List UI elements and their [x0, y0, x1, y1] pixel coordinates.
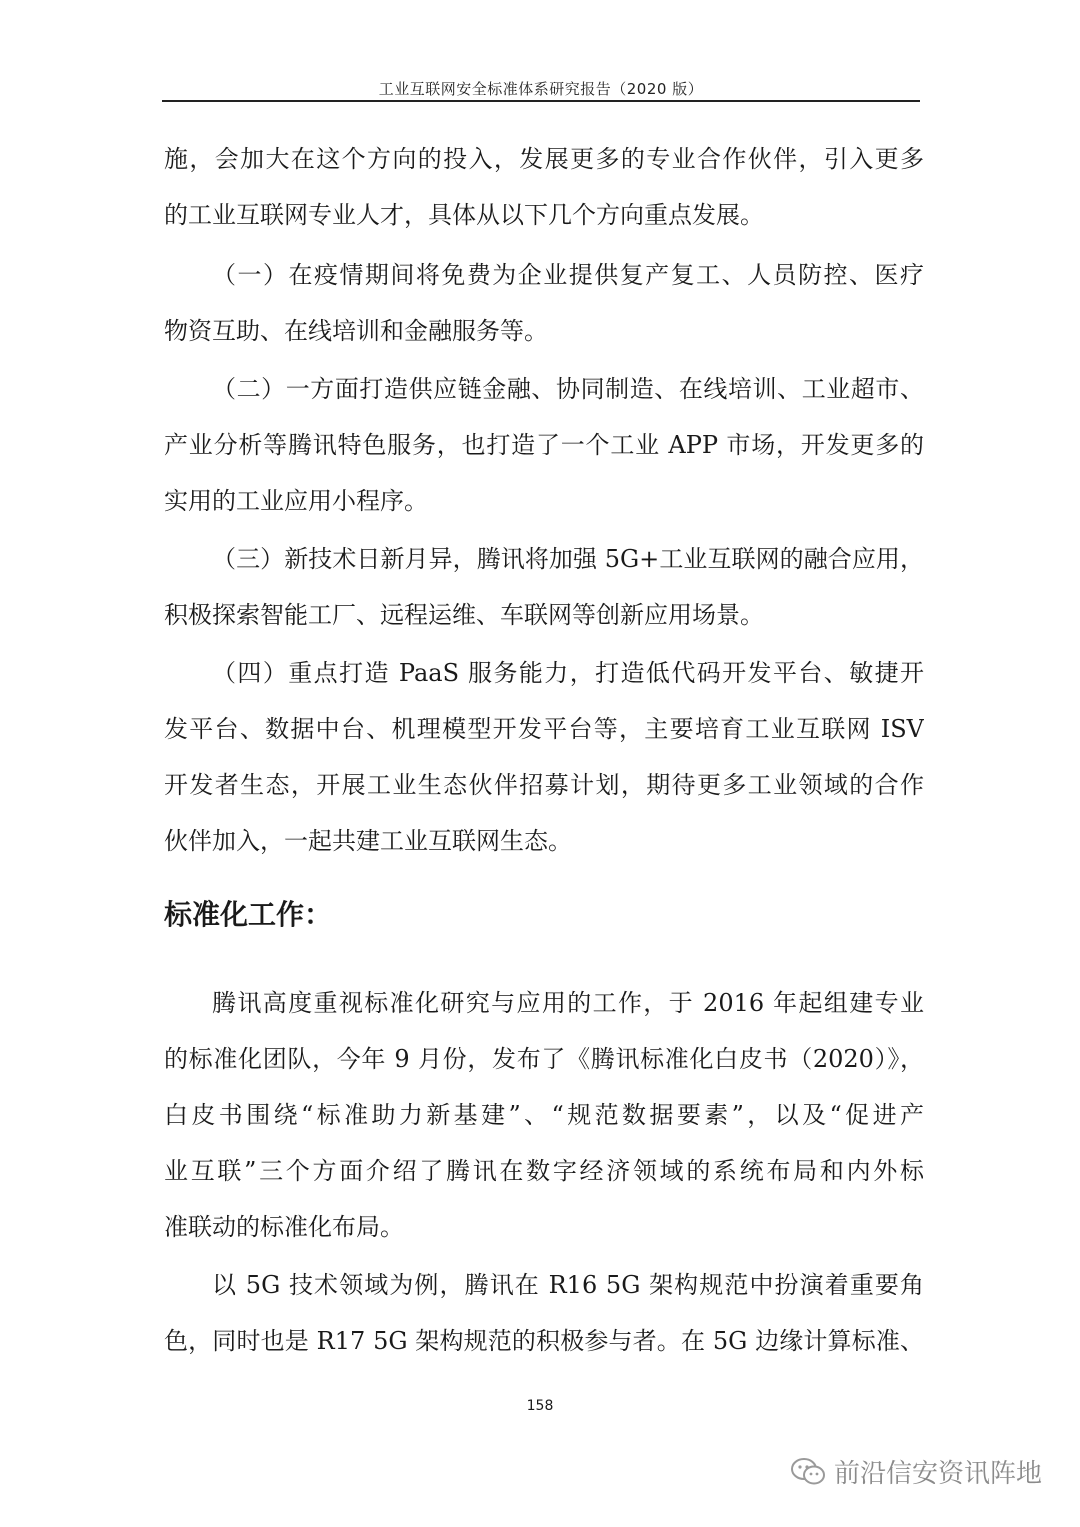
- body-line: 施，会加大在这个方向的投入，发展更多的专业合作伙伴，引入更多: [164, 145, 924, 173]
- section-heading: 标准化工作：: [164, 898, 333, 931]
- body-line: 伙伴加入，一起共建工业互联网生态。: [164, 827, 572, 855]
- body-line: 色，同时也是 R17 5G 架构规范的积极参与者。在 5G 边缘计算标准、: [164, 1327, 924, 1355]
- wechat-icon: [790, 1457, 826, 1487]
- body-line: 发平台、数据中台、机理模型开发平台等，主要培育工业互联网 ISV: [164, 715, 924, 743]
- body-line: 白皮书围绕“标准助力新基建”、“规范数据要素”，以及“促进产: [164, 1101, 924, 1129]
- body-line: 物资互助、在线培训和金融服务等。: [164, 317, 548, 345]
- page-number: 158: [526, 1398, 554, 1414]
- body-line: 产业分析等腾讯特色服务，也打造了一个工业 APP 市场，开发更多的: [164, 431, 924, 459]
- body-line: 以 5G 技术领域为例，腾讯在 R16 5G 架构规范中扮演着重要角: [212, 1271, 924, 1299]
- body-line: 准联动的标准化布局。: [164, 1213, 404, 1241]
- body-line: （四）重点打造 PaaS 服务能力，打造低代码开发平台、敏捷开: [212, 659, 924, 687]
- running-header: 工业互联网安全标准体系研究报告（2020 版）: [378, 80, 704, 98]
- header-divider: [162, 100, 920, 102]
- body-line: （三）新技术日新月异，腾讯将加强 5G+工业互联网的融合应用，: [212, 545, 924, 573]
- body-line: 积极探索智能工厂、远程运维、车联网等创新应用场景。: [164, 601, 764, 629]
- body-line: 腾讯高度重视标准化研究与应用的工作，于 2016 年起组建专业: [212, 989, 924, 1017]
- body-line: 开发者生态，开展工业生态伙伴招募计划，期待更多工业领域的合作: [164, 771, 924, 799]
- watermark: [790, 1453, 1042, 1490]
- body-line: （一）在疫情期间将免费为企业提供复产复工、人员防控、医疗: [212, 261, 924, 289]
- body-line: 的工业互联网专业人才，具体从以下几个方向重点发展。: [164, 201, 764, 229]
- body-line: 业互联”三个方面介绍了腾讯在数字经济领域的系统布局和内外标: [164, 1157, 924, 1185]
- body-line: 实用的工业应用小程序。: [164, 487, 428, 515]
- body-line: 的标准化团队，今年 9 月份，发布了《腾讯标准化白皮书（2020）》，: [164, 1045, 924, 1073]
- body-line: （二）一方面打造供应链金融、协同制造、在线培训、工业超市、: [212, 375, 924, 403]
- watermark-text: 前沿信安资讯阵地: [833, 1459, 1042, 1489]
